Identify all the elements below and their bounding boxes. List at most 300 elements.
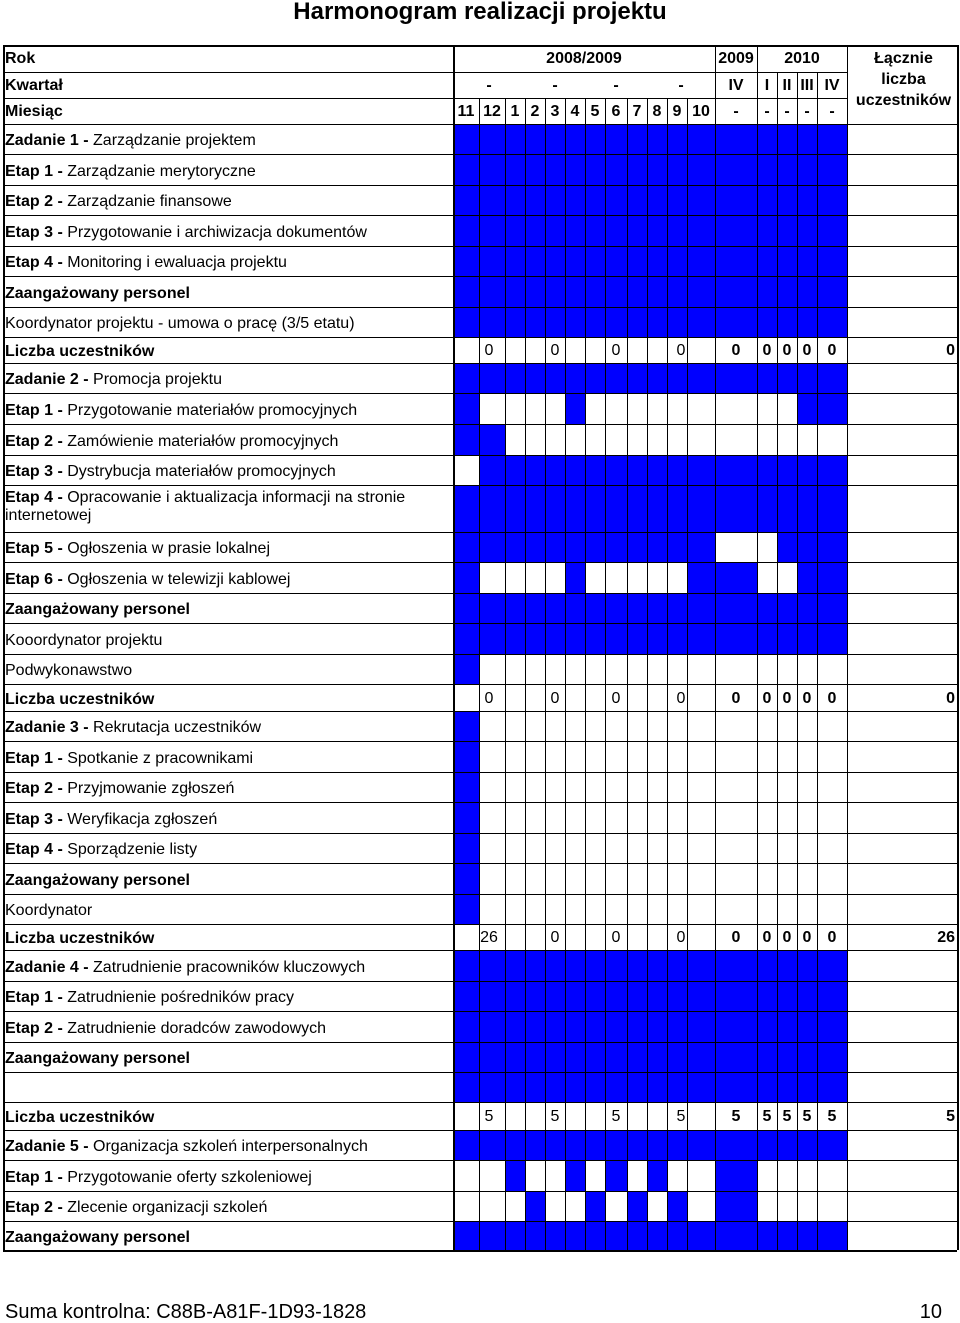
grid-line — [3, 772, 957, 773]
gantt-bar — [585, 1130, 605, 1160]
gantt-bar — [667, 1191, 687, 1221]
gantt-bar — [525, 1191, 545, 1221]
gantt-bar — [585, 363, 605, 393]
gantt-bar — [627, 1042, 647, 1072]
gantt-bar — [777, 532, 797, 562]
gantt-bar — [585, 623, 605, 654]
gantt-bar — [687, 532, 715, 562]
gantt-bar — [545, 455, 565, 485]
gantt-bar — [545, 485, 565, 532]
gantt-bar — [505, 124, 525, 154]
gantt-bar — [667, 276, 687, 307]
gantt-bar — [777, 455, 797, 485]
participant-count: 5 — [550, 1108, 560, 1125]
gantt-bar — [797, 455, 847, 485]
gantt-bar — [453, 654, 479, 684]
gantt-bar — [479, 950, 505, 981]
gantt-bar — [647, 1160, 667, 1191]
participant-count: 5 — [802, 1108, 812, 1125]
participant-count: 0 — [782, 689, 792, 707]
gantt-bar — [565, 455, 585, 485]
gantt-bar — [797, 124, 847, 154]
row-label: Zaangażowany personel — [5, 871, 190, 889]
gantt-bar — [777, 363, 797, 393]
gantt-bar — [627, 623, 647, 654]
gantt-bar — [715, 1011, 757, 1042]
gantt-bar — [715, 276, 757, 307]
gantt-bar — [627, 215, 647, 246]
gantt-bar — [525, 532, 545, 562]
gantt-bar — [687, 455, 715, 485]
gantt-bar — [667, 185, 687, 215]
gantt-bar — [797, 1130, 847, 1160]
participant-count: 0 — [731, 689, 741, 707]
participant-count: 5 — [827, 1108, 837, 1125]
row-label: Zadanie 2 - Promocja projektu — [5, 371, 222, 388]
month-header: 1 — [510, 103, 520, 120]
year-2008-2009: 2008/2009 — [546, 50, 622, 67]
participant-total: 0 — [946, 342, 955, 359]
gantt-bar — [757, 1072, 777, 1102]
row-label: Etap 1 - Spotkanie z pracownikami — [5, 749, 254, 767]
gantt-bar — [647, 455, 667, 485]
gantt-bar — [647, 1221, 667, 1250]
gantt-bar — [479, 623, 505, 654]
gantt-bar — [667, 1072, 687, 1102]
checksum-text: Suma kontrolna: C88B-A81F-1D93-1828 — [5, 1301, 367, 1323]
gantt-bar — [667, 1042, 687, 1072]
gantt-bar — [545, 1130, 565, 1160]
grid-line — [3, 185, 957, 186]
grid-line — [647, 98, 648, 1250]
grid-line — [3, 393, 957, 394]
grid-line — [3, 1102, 957, 1103]
gantt-bar — [605, 215, 627, 246]
gantt-bar — [525, 593, 545, 623]
gantt-bar — [757, 1221, 777, 1250]
month-header: 11 — [457, 103, 475, 120]
gantt-bar — [453, 741, 479, 772]
gantt-bar — [777, 124, 797, 154]
gantt-bar — [757, 215, 777, 246]
grid-line — [817, 98, 818, 1250]
grid-line — [777, 98, 778, 1250]
gantt-bar — [627, 276, 647, 307]
grid-line — [3, 1011, 957, 1012]
gantt-bar — [797, 276, 847, 307]
gantt-bar — [453, 185, 479, 215]
gantt-bar — [545, 246, 565, 276]
gantt-bar — [647, 1130, 667, 1160]
gantt-bar — [647, 532, 667, 562]
gantt-bar — [647, 185, 667, 215]
grid-line — [957, 45, 959, 1250]
participant-count: 0 — [611, 929, 621, 946]
gantt-bar — [565, 950, 585, 981]
row-label: Etap 6 - Ogłoszenia w telewizji kablowej — [5, 570, 291, 588]
gantt-bar — [453, 950, 479, 981]
participant-count: 0 — [827, 689, 837, 707]
gantt-bar — [605, 1130, 627, 1160]
gantt-bar — [479, 215, 505, 246]
gantt-bar — [565, 307, 585, 337]
gantt-bar — [505, 185, 525, 215]
month-header: 12 — [483, 103, 501, 120]
gantt-bar — [715, 455, 757, 485]
quarter-header: - — [552, 77, 558, 94]
gantt-bar — [715, 593, 757, 623]
gantt-bar — [715, 246, 757, 276]
gantt-bar — [797, 562, 847, 593]
gantt-bar — [565, 981, 585, 1011]
gantt-bar — [687, 950, 715, 981]
grid-line — [627, 98, 628, 1250]
gantt-bar — [797, 363, 847, 393]
grid-line — [3, 863, 957, 864]
gantt-bar — [605, 981, 627, 1011]
gantt-bar — [777, 215, 797, 246]
gantt-bar — [605, 532, 627, 562]
gantt-bar — [545, 593, 565, 623]
grid-line — [3, 562, 957, 563]
gantt-bar — [479, 154, 505, 185]
gantt-bar — [505, 363, 525, 393]
gantt-bar — [453, 562, 479, 593]
month-header: 9 — [672, 103, 682, 120]
gantt-bar — [627, 307, 647, 337]
participant-count: 0 — [484, 342, 494, 359]
gantt-bar — [797, 185, 847, 215]
row-label: Etap 1 - Zarządzanie merytoryczne — [5, 162, 256, 180]
gantt-bar — [647, 593, 667, 623]
gantt-bar — [453, 593, 479, 623]
gantt-bar — [525, 1011, 545, 1042]
gantt-bar — [777, 154, 797, 185]
gantt-bar — [585, 1011, 605, 1042]
month-header: - — [804, 103, 810, 120]
gantt-bar — [453, 154, 479, 185]
gantt-bar — [453, 772, 479, 802]
gantt-bar — [453, 363, 479, 393]
gantt-bar — [715, 562, 757, 593]
gantt-bar — [479, 1072, 505, 1102]
row-label: Liczba uczestników — [5, 930, 155, 947]
row-label: Etap 2 - Zlecenie organizacji szkoleń — [5, 1199, 268, 1216]
gantt-bar — [545, 532, 565, 562]
participant-count: 0 — [484, 689, 494, 707]
participant-count: 0 — [762, 929, 772, 946]
quarter-header: I — [764, 77, 770, 94]
grid-line — [3, 950, 957, 951]
gantt-bar — [627, 455, 647, 485]
row-label: Etap 2 - Zamówienie materiałów promocyjnych — [5, 432, 339, 450]
gantt-bar — [525, 307, 545, 337]
row-label: Etap 2 - Zarządzanie finansowe — [5, 193, 232, 210]
grid-line — [757, 98, 758, 1250]
gantt-bar — [605, 593, 627, 623]
gantt-bar — [565, 124, 585, 154]
gantt-bar — [545, 215, 565, 246]
gantt-bar — [525, 950, 545, 981]
gantt-bar — [525, 246, 545, 276]
row-label: Etap 5 - Ogłoszenia w prasie lokalnej — [5, 540, 271, 557]
grid-line — [3, 98, 847, 99]
gantt-bar — [627, 154, 647, 185]
gantt-bar — [479, 424, 505, 455]
gantt-bar — [797, 1221, 847, 1250]
total-label: Łącznie — [874, 50, 933, 67]
gantt-bar — [627, 1130, 647, 1160]
grid-line — [585, 98, 586, 1250]
gantt-bar — [565, 532, 585, 562]
gantt-bar — [627, 1072, 647, 1102]
gantt-bar — [605, 185, 627, 215]
gantt-bar — [757, 307, 777, 337]
gantt-bar — [453, 246, 479, 276]
month-header: 8 — [652, 103, 662, 120]
grid-line — [817, 72, 818, 98]
gantt-bar — [647, 1072, 667, 1102]
gantt-bar — [505, 981, 525, 1011]
quarter-header: II — [782, 77, 792, 94]
grid-line — [3, 894, 957, 895]
gantt-bar — [453, 424, 479, 455]
gantt-bar — [797, 593, 847, 623]
grid-line — [3, 924, 957, 925]
gantt-bar — [627, 246, 647, 276]
participant-count: 0 — [676, 342, 686, 359]
gantt-bar — [647, 363, 667, 393]
grid-line — [3, 424, 957, 425]
gantt-bar — [777, 1042, 797, 1072]
quarter-header: - — [678, 77, 684, 94]
gantt-bar — [647, 950, 667, 981]
row-label: internetowej — [5, 507, 92, 524]
gantt-bar — [525, 1221, 545, 1250]
grid-line — [667, 98, 668, 1250]
gantt-bar — [585, 1221, 605, 1250]
grid-line — [3, 802, 957, 803]
grid-line — [3, 124, 957, 125]
gantt-bar — [525, 154, 545, 185]
gantt-bar — [479, 485, 505, 532]
gantt-bar — [797, 1011, 847, 1042]
gantt-bar — [777, 246, 797, 276]
gantt-bar — [715, 215, 757, 246]
gantt-bar — [605, 1042, 627, 1072]
gantt-bar — [715, 950, 757, 981]
row-label: Etap 1 - Zatrudnienie pośredników pracy — [5, 989, 295, 1006]
gantt-bar — [687, 623, 715, 654]
month-header: 6 — [611, 103, 621, 120]
gantt-bar — [453, 1072, 479, 1102]
gantt-bar — [605, 124, 627, 154]
gantt-bar — [479, 1130, 505, 1160]
gantt-bar — [545, 1072, 565, 1102]
quarter-header: IV — [728, 77, 744, 94]
gantt-bar — [797, 950, 847, 981]
gantt-bar — [627, 950, 647, 981]
gantt-bar — [605, 950, 627, 981]
gantt-bar — [585, 215, 605, 246]
month-header: 3 — [550, 103, 560, 120]
participant-count: 0 — [550, 342, 560, 359]
gantt-bar — [647, 623, 667, 654]
row-label: Zadanie 4 - Zatrudnienie pracowników kluczowych — [5, 958, 366, 976]
gantt-bar — [525, 124, 545, 154]
grid-line — [797, 98, 798, 1250]
gantt-bar — [585, 1191, 605, 1221]
gantt-bar — [453, 124, 479, 154]
gantt-bar — [627, 1011, 647, 1042]
gantt-bar — [525, 185, 545, 215]
participant-count: 0 — [802, 689, 812, 707]
gantt-bar — [545, 363, 565, 393]
gantt-bar — [453, 307, 479, 337]
gantt-bar — [715, 623, 757, 654]
gantt-bar — [605, 1221, 627, 1250]
gantt-bar — [585, 154, 605, 185]
gantt-bar — [545, 1011, 565, 1042]
gantt-bar — [797, 532, 847, 562]
gantt-bar — [777, 276, 797, 307]
grid-line — [3, 1250, 957, 1252]
gantt-bar — [479, 981, 505, 1011]
grid-line — [565, 98, 566, 1250]
gantt-bar — [605, 455, 627, 485]
gantt-bar — [757, 623, 777, 654]
participant-count: 0 — [611, 342, 621, 359]
grid-line — [3, 1221, 957, 1222]
grid-line — [3, 741, 957, 742]
gantt-bar — [565, 562, 585, 593]
grid-line — [757, 45, 758, 98]
gantt-bar — [667, 154, 687, 185]
gantt-bar — [479, 363, 505, 393]
gantt-bar — [605, 1011, 627, 1042]
participant-count: 26 — [480, 929, 498, 946]
gantt-bar — [479, 307, 505, 337]
gantt-bar — [777, 1221, 797, 1250]
gantt-bar — [715, 1130, 757, 1160]
gantt-bar — [667, 246, 687, 276]
gantt-bar — [479, 593, 505, 623]
gantt-bar — [585, 1042, 605, 1072]
gantt-bar — [757, 1042, 777, 1072]
gantt-bar — [565, 215, 585, 246]
row-label: Liczba uczestników — [5, 690, 155, 708]
gantt-bar — [647, 1042, 667, 1072]
gantt-bar — [797, 154, 847, 185]
year-2009: 2009 — [718, 50, 754, 67]
participant-count: 0 — [782, 929, 792, 946]
gantt-bar — [757, 276, 777, 307]
gantt-bar — [525, 1072, 545, 1102]
gantt-bar — [667, 1011, 687, 1042]
grid-line — [3, 684, 957, 685]
gantt-bar — [505, 455, 525, 485]
gantt-bar — [605, 1160, 627, 1191]
grid-line — [605, 98, 606, 1250]
gantt-bar — [647, 246, 667, 276]
participant-count: 5 — [676, 1108, 686, 1125]
gantt-bar — [565, 185, 585, 215]
grid-line — [777, 72, 778, 98]
quarter-header: - — [613, 77, 619, 94]
gantt-bar — [667, 981, 687, 1011]
gantt-bar — [647, 485, 667, 532]
month-header: 7 — [632, 103, 642, 120]
gantt-bar — [667, 593, 687, 623]
total-label: uczestników — [855, 92, 952, 109]
participant-count: 0 — [827, 342, 837, 359]
gantt-bar — [453, 833, 479, 863]
gantt-bar — [505, 154, 525, 185]
month-header: - — [829, 103, 835, 120]
gantt-bar — [453, 711, 479, 741]
gantt-bar — [505, 593, 525, 623]
grid-line — [505, 98, 506, 1250]
participant-count: 5 — [611, 1108, 621, 1125]
gantt-bar — [797, 215, 847, 246]
grid-line — [3, 154, 957, 155]
gantt-bar — [667, 1221, 687, 1250]
gantt-bar — [627, 485, 647, 532]
gantt-bar — [797, 623, 847, 654]
grid-line — [3, 276, 957, 277]
gantt-bar — [505, 1221, 525, 1250]
gantt-bar — [565, 1072, 585, 1102]
row-label: Liczba uczestników — [5, 1109, 155, 1126]
gantt-bar — [777, 1130, 797, 1160]
gantt-bar — [565, 623, 585, 654]
row-label: Etap 1 - Przygotowanie materiałów promocyjnych — [5, 401, 358, 419]
gantt-bar — [647, 307, 667, 337]
participant-count: 5 — [731, 1108, 741, 1125]
header-label-rok_label: Rok — [5, 50, 36, 67]
grid-line — [715, 45, 716, 98]
gantt-bar — [687, 276, 715, 307]
gantt-bar — [545, 154, 565, 185]
gantt-bar — [585, 485, 605, 532]
gantt-bar — [545, 185, 565, 215]
grid-line — [3, 623, 957, 624]
quarter-header: - — [486, 77, 492, 94]
gantt-bar — [585, 276, 605, 307]
gantt-bar — [545, 124, 565, 154]
gantt-bar — [585, 185, 605, 215]
gantt-bar — [647, 215, 667, 246]
gantt-bar — [453, 393, 479, 424]
grid-line — [3, 711, 957, 712]
gantt-bar — [647, 276, 667, 307]
row-label: Etap 3 - Przygotowanie i archiwizacja dokumentów — [5, 223, 367, 241]
participant-count: 0 — [611, 689, 621, 707]
gantt-bar — [453, 1221, 479, 1250]
grid-line — [3, 532, 957, 533]
gantt-bar — [715, 307, 757, 337]
gantt-bar — [687, 307, 715, 337]
gantt-bar — [715, 363, 757, 393]
total-label: liczba — [881, 71, 926, 88]
gantt-bar — [505, 215, 525, 246]
gantt-bar — [585, 532, 605, 562]
row-label: Etap 1 - Przygotowanie oferty szkoleniowej — [5, 1168, 312, 1186]
gantt-bar — [565, 1042, 585, 1072]
participant-count: 0 — [731, 342, 741, 359]
month-header: - — [784, 103, 790, 120]
participant-total: 5 — [946, 1108, 955, 1125]
